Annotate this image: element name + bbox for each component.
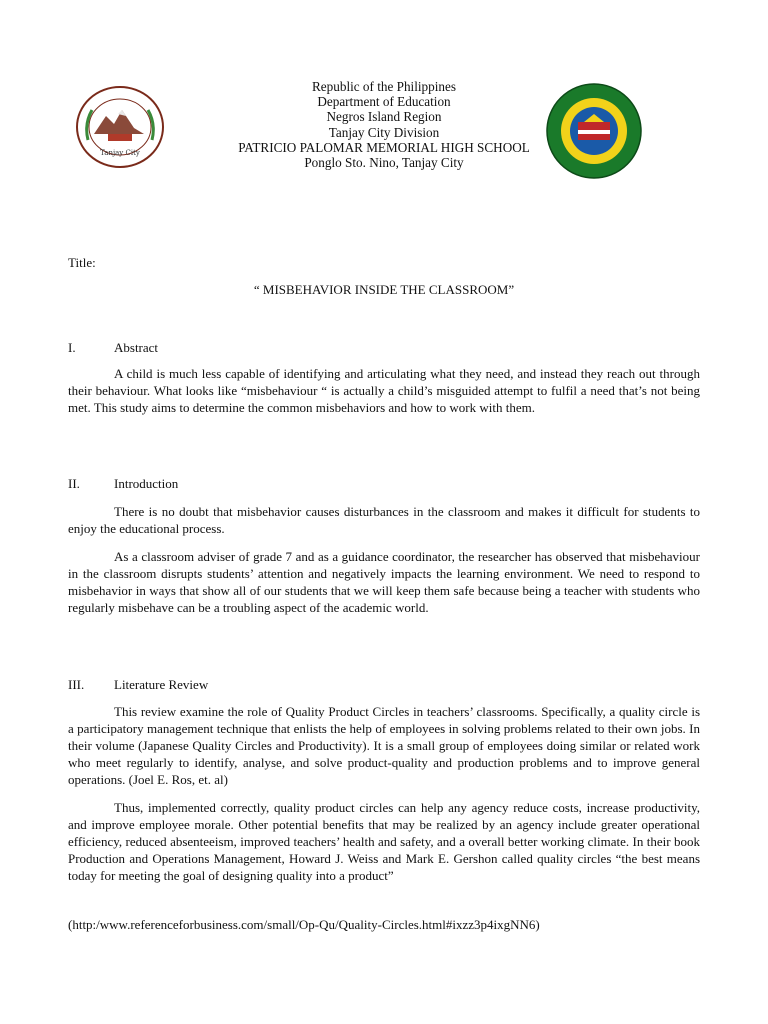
- section-2-heading: Introduction: [114, 476, 179, 491]
- school-seal-logo: [74, 84, 166, 170]
- introduction-paragraph-1: There is no doubt that misbehavior causes disturbances in the classroom and makes it difficult for students to enjoy the educational process.: [68, 504, 700, 536]
- section-2-number: II.: [68, 476, 80, 491]
- document-title: “ MISBEHAVIOR INSIDE THE CLASSROOM”: [253, 282, 515, 297]
- header-republic: Republic of the Philippines: [312, 79, 456, 94]
- title-label: Title:: [68, 255, 96, 270]
- literature-paragraph-1: This review examine the role of Quality Product Circles in teachers’ classrooms. Specifically, a quality circle is a participatory management technique that enlists the help of employees in solving problems related to their own jobs. In their volume (Japanese Quality Circles and Productivity). It is a small group of employees doing similar or related work who meet regularly to identify, analyse, and solve product-quality and production problems and to improve general operations. (Joel E. Ros, et. al): [68, 704, 700, 787]
- header-school-name: PATRICIO PALOMAR MEMORIAL HIGH SCHOOL: [238, 139, 530, 155]
- header-address: Ponglo Sto. Nino, Tanjay City: [304, 155, 464, 171]
- header-division: Tanjay City Division: [328, 124, 440, 140]
- section-3-heading: Literature Review: [114, 677, 209, 692]
- introduction-paragraph-2: As a classroom adviser of grade 7 and as a guidance coordinator, the researcher has observed that misbehaviour in the classroom disrupts students’ attention and negatively impacts the learning environment. We need to respond to misbehavior in ways that show all of our students that we will keep them safe because being a teacher with students who regularly misbehave can be a troubling aspect of the academic world.: [68, 549, 700, 615]
- section-2-body: [68, 503, 700, 616]
- section-1-number: I.: [68, 340, 76, 355]
- header-department: Department of Education: [317, 94, 451, 110]
- section-3-body: [68, 703, 700, 884]
- school-seal-subtitle: Tanjay City: [100, 149, 140, 157]
- section-3-number: III.: [68, 677, 85, 692]
- literature-paragraph-2: Thus, implemented correctly, quality product circles can help any agency reduce costs, increase productivity, and improve employee morale. Other potential benefits that may be realized by an agency include greater operational efficiency, reduced absenteeism, improved teachers’ health and safety, and a overall better working climate. In their book Production and Operations Management, Howard J. Weiss and Mark E. Gershon called quality circles “the best means today for meeting the goal of designing quality into a product”: [68, 800, 700, 883]
- header-region: Negros Island Region: [326, 109, 442, 125]
- section-1-heading: Abstract: [114, 340, 159, 355]
- section-1-body: [68, 365, 700, 416]
- letterhead: [200, 79, 568, 170]
- reference-link[interactable]: (http:/www.referenceforbusiness.com/small/Op-Qu/Quality-Circles.html#ixzz3p4ixgNN6): [68, 917, 540, 932]
- abstract-paragraph: A child is much less capable of identifying and articulating what they need, and instead they reach out through their behaviour. What looks like “misbehaviour “ is actually a child’s misguided attempt to fulfil a need that’s not being met. This study aims to determine the common misbehaviors and how to work with them.: [68, 366, 700, 415]
